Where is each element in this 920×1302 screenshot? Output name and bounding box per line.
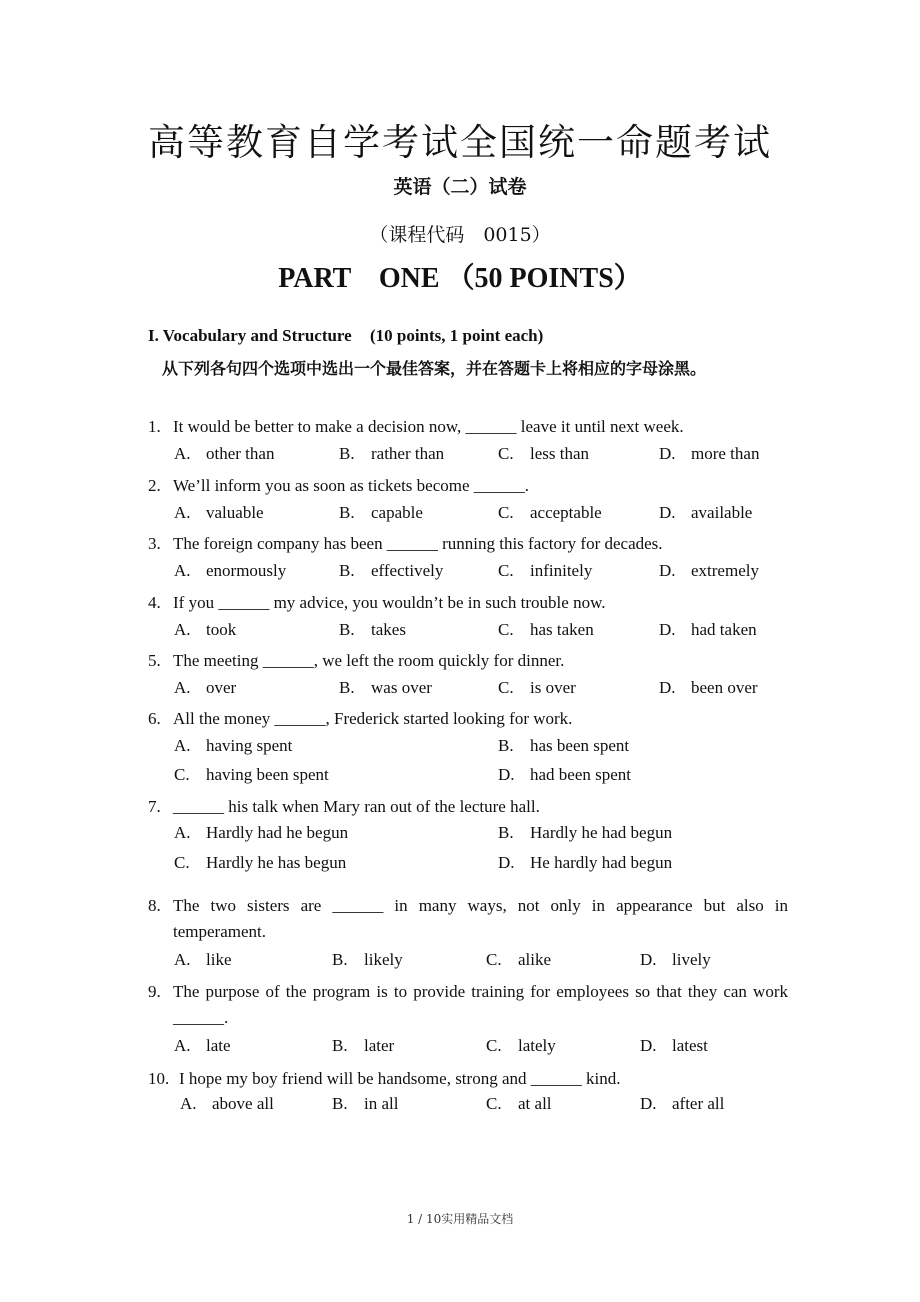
question-4	[148, 590, 788, 616]
section-points: (10 points, 1 point each)	[369, 326, 544, 345]
question-6	[148, 706, 788, 732]
question-stem: The foreign company has been ______ running this factory for decades.	[173, 534, 663, 553]
option-text: been over	[691, 678, 758, 697]
option-letter: A.	[174, 1036, 191, 1055]
option-d[interactable]	[659, 561, 759, 581]
option-letter: A.	[174, 950, 191, 969]
question-number: 7.	[148, 797, 161, 816]
question-number: 6.	[148, 709, 161, 728]
option-d[interactable]	[659, 444, 759, 464]
option-letter: D.	[640, 950, 657, 969]
option-a[interactable]	[174, 561, 286, 581]
option-text: latest	[672, 1036, 708, 1055]
option-c[interactable]	[498, 503, 602, 523]
option-letter: B.	[339, 561, 355, 580]
option-letter: D.	[640, 1036, 657, 1055]
option-c[interactable]	[486, 1036, 556, 1056]
question-stem: We’ll inform you as soon as tickets become ______.	[173, 476, 530, 495]
option-letter: C.	[498, 503, 514, 522]
question-10-options	[180, 1094, 800, 1118]
option-b[interactable]	[332, 950, 403, 970]
option-letter: C.	[174, 765, 190, 784]
option-text: other than	[206, 444, 275, 463]
option-text: acceptable	[530, 503, 602, 522]
option-letter: C.	[174, 853, 190, 872]
question-1-options	[174, 444, 794, 468]
option-text: enormously	[206, 561, 287, 580]
question-number: 3.	[148, 534, 161, 553]
option-letter: B.	[332, 1094, 348, 1113]
option-d[interactable]	[659, 678, 758, 698]
option-text: lively	[672, 950, 711, 969]
question-8-options	[174, 950, 794, 974]
option-letter: B.	[339, 620, 355, 639]
option-text: extremely	[691, 561, 759, 580]
option-letter: A.	[174, 503, 191, 522]
question-4-options	[174, 620, 794, 644]
option-letter: A.	[174, 678, 191, 697]
option-letter: B.	[339, 503, 355, 522]
option-a[interactable]	[174, 823, 348, 843]
option-text: alike	[518, 950, 552, 969]
option-b[interactable]	[498, 736, 629, 756]
option-a[interactable]	[174, 444, 274, 464]
option-c[interactable]	[498, 561, 592, 581]
question-6-options-row-1	[174, 736, 794, 760]
option-letter: D.	[659, 503, 676, 522]
option-letter: D.	[659, 561, 676, 580]
question-stem: The purpose of the program is to provide training for employees so that they can work ______.	[173, 982, 788, 1027]
option-text: had taken	[691, 620, 757, 639]
option-text: took	[206, 620, 237, 639]
question-2-options	[174, 503, 794, 527]
option-b[interactable]	[339, 678, 432, 698]
section-instruction: 从下列各句四个选项中选出一个最佳答案，并在答题卡上将相应的字母涂黑。	[162, 359, 707, 378]
option-text: is over	[530, 678, 576, 697]
section-title: I. Vocabulary and Structure	[148, 326, 352, 345]
option-d[interactable]	[640, 950, 711, 970]
option-text: rather than	[371, 444, 445, 463]
question-7-options-row-1	[174, 823, 794, 847]
option-c[interactable]	[486, 1094, 552, 1114]
question-number: 8.	[148, 896, 161, 915]
question-2	[148, 473, 788, 499]
question-number: 4.	[148, 593, 161, 612]
option-letter: C.	[486, 1036, 502, 1055]
option-letter: D.	[659, 678, 676, 697]
option-letter: B.	[498, 736, 514, 755]
option-a[interactable]	[174, 950, 232, 970]
question-number: 2.	[148, 476, 161, 495]
option-text: over	[206, 678, 237, 697]
option-d[interactable]	[659, 620, 757, 640]
question-6-options-row-2	[174, 765, 794, 789]
option-text: has been spent	[530, 736, 630, 755]
question-number: 1.	[148, 417, 161, 436]
option-letter: B.	[332, 950, 348, 969]
option-b[interactable]	[332, 1036, 394, 1056]
option-text: takes	[371, 620, 406, 639]
option-text: valuable	[206, 503, 264, 522]
option-letter: C.	[486, 950, 502, 969]
section-heading	[148, 326, 543, 346]
option-text: Hardly he has begun	[206, 853, 347, 872]
option-text: capable	[371, 503, 423, 522]
option-text: was over	[371, 678, 432, 697]
option-letter: C.	[498, 678, 514, 697]
option-text: late	[206, 1036, 231, 1055]
question-stem: All the money ______, Frederick started looking for work.	[173, 709, 573, 728]
option-letter: D.	[498, 765, 515, 784]
option-d[interactable]	[498, 853, 672, 873]
option-text: later	[364, 1036, 395, 1055]
option-text: at all	[518, 1094, 552, 1113]
option-letter: A.	[174, 620, 191, 639]
option-letter: B.	[339, 678, 355, 697]
option-c[interactable]	[486, 950, 551, 970]
option-d[interactable]	[640, 1094, 724, 1114]
option-letter: C.	[498, 620, 514, 639]
option-letter: A.	[174, 561, 191, 580]
option-letter: D.	[640, 1094, 657, 1113]
option-a[interactable]	[174, 736, 292, 756]
option-c[interactable]	[498, 444, 589, 464]
option-letter: A.	[180, 1094, 197, 1113]
option-text: infinitely	[530, 561, 593, 580]
question-1	[148, 414, 788, 440]
option-text: having spent	[206, 736, 293, 755]
option-b[interactable]	[339, 620, 406, 640]
question-7	[148, 794, 788, 820]
option-b[interactable]	[339, 444, 444, 464]
option-letter: D.	[659, 444, 676, 463]
option-c[interactable]	[174, 853, 346, 873]
part-heading: PART ONE （50 POINTS）	[278, 263, 642, 294]
question-stem: The two sisters are ______ in many ways, not only in appearance but also in temperament.	[173, 896, 788, 941]
option-text: lately	[518, 1036, 556, 1055]
option-c[interactable]	[174, 765, 329, 785]
question-stem: ______ his talk when Mary ran out of the lecture hall.	[173, 797, 540, 816]
question-5	[148, 648, 788, 674]
option-text: less than	[530, 444, 590, 463]
exam-title: 高等教育自学考试全国统一命题考试	[148, 121, 772, 164]
option-d[interactable]	[498, 765, 631, 785]
option-text: Hardly he had begun	[530, 823, 673, 842]
option-letter: A.	[174, 444, 191, 463]
question-10	[148, 1066, 788, 1092]
option-a[interactable]	[174, 678, 236, 698]
option-c[interactable]	[498, 620, 594, 640]
option-letter: D.	[498, 853, 515, 872]
exam-subtitle: 英语（二）试卷	[393, 176, 527, 198]
question-number: 9.	[148, 982, 161, 1001]
option-b[interactable]	[339, 561, 443, 581]
option-c[interactable]	[498, 678, 576, 698]
question-9-options	[174, 1036, 794, 1060]
option-b[interactable]	[332, 1094, 398, 1114]
option-text: He hardly had begun	[530, 853, 673, 872]
option-text: had been spent	[530, 765, 632, 784]
option-letter: B.	[339, 444, 355, 463]
option-a[interactable]	[174, 503, 264, 523]
option-text: more than	[691, 444, 760, 463]
question-stem: If you ______ my advice, you wouldn’t be in such trouble now.	[173, 593, 606, 612]
option-b[interactable]	[339, 503, 423, 523]
option-text: has taken	[530, 620, 594, 639]
option-letter: C.	[486, 1094, 502, 1113]
option-text: available	[691, 503, 753, 522]
question-8	[148, 893, 788, 945]
page-footer: 1 / 10实用精品文档	[406, 1212, 514, 1226]
option-text: effectively	[371, 561, 444, 580]
option-text: likely	[364, 950, 403, 969]
option-text: in all	[364, 1094, 399, 1113]
option-letter: B.	[498, 823, 514, 842]
option-letter: A.	[174, 823, 191, 842]
option-letter: B.	[332, 1036, 348, 1055]
question-stem: The meeting ______, we left the room quickly for dinner.	[173, 651, 565, 670]
option-letter: C.	[498, 444, 514, 463]
option-b[interactable]	[498, 823, 672, 843]
option-text: after all	[672, 1094, 725, 1113]
option-a[interactable]	[174, 620, 236, 640]
option-letter: A.	[174, 736, 191, 755]
option-letter: C.	[498, 561, 514, 580]
option-letter: D.	[659, 620, 676, 639]
option-d[interactable]	[640, 1036, 708, 1056]
question-3-options	[174, 561, 794, 585]
option-text: having been spent	[206, 765, 329, 784]
question-7-options-row-2	[174, 853, 794, 877]
option-d[interactable]	[659, 503, 752, 523]
question-stem: I hope my boy friend will be handsome, strong and ______ kind.	[179, 1069, 621, 1088]
course-code: （课程代码 0015）	[369, 224, 551, 246]
option-a[interactable]	[174, 1036, 231, 1056]
option-a[interactable]	[180, 1094, 274, 1114]
option-text: like	[206, 950, 232, 969]
question-number: 10.	[148, 1069, 170, 1088]
question-number: 5.	[148, 651, 161, 670]
option-text: Hardly had he begun	[206, 823, 349, 842]
question-stem: It would be better to make a decision now, ______ leave it until next week.	[173, 417, 684, 436]
option-text: above all	[212, 1094, 274, 1113]
question-3	[148, 531, 788, 557]
question-5-options	[174, 678, 794, 702]
question-9	[148, 979, 788, 1031]
